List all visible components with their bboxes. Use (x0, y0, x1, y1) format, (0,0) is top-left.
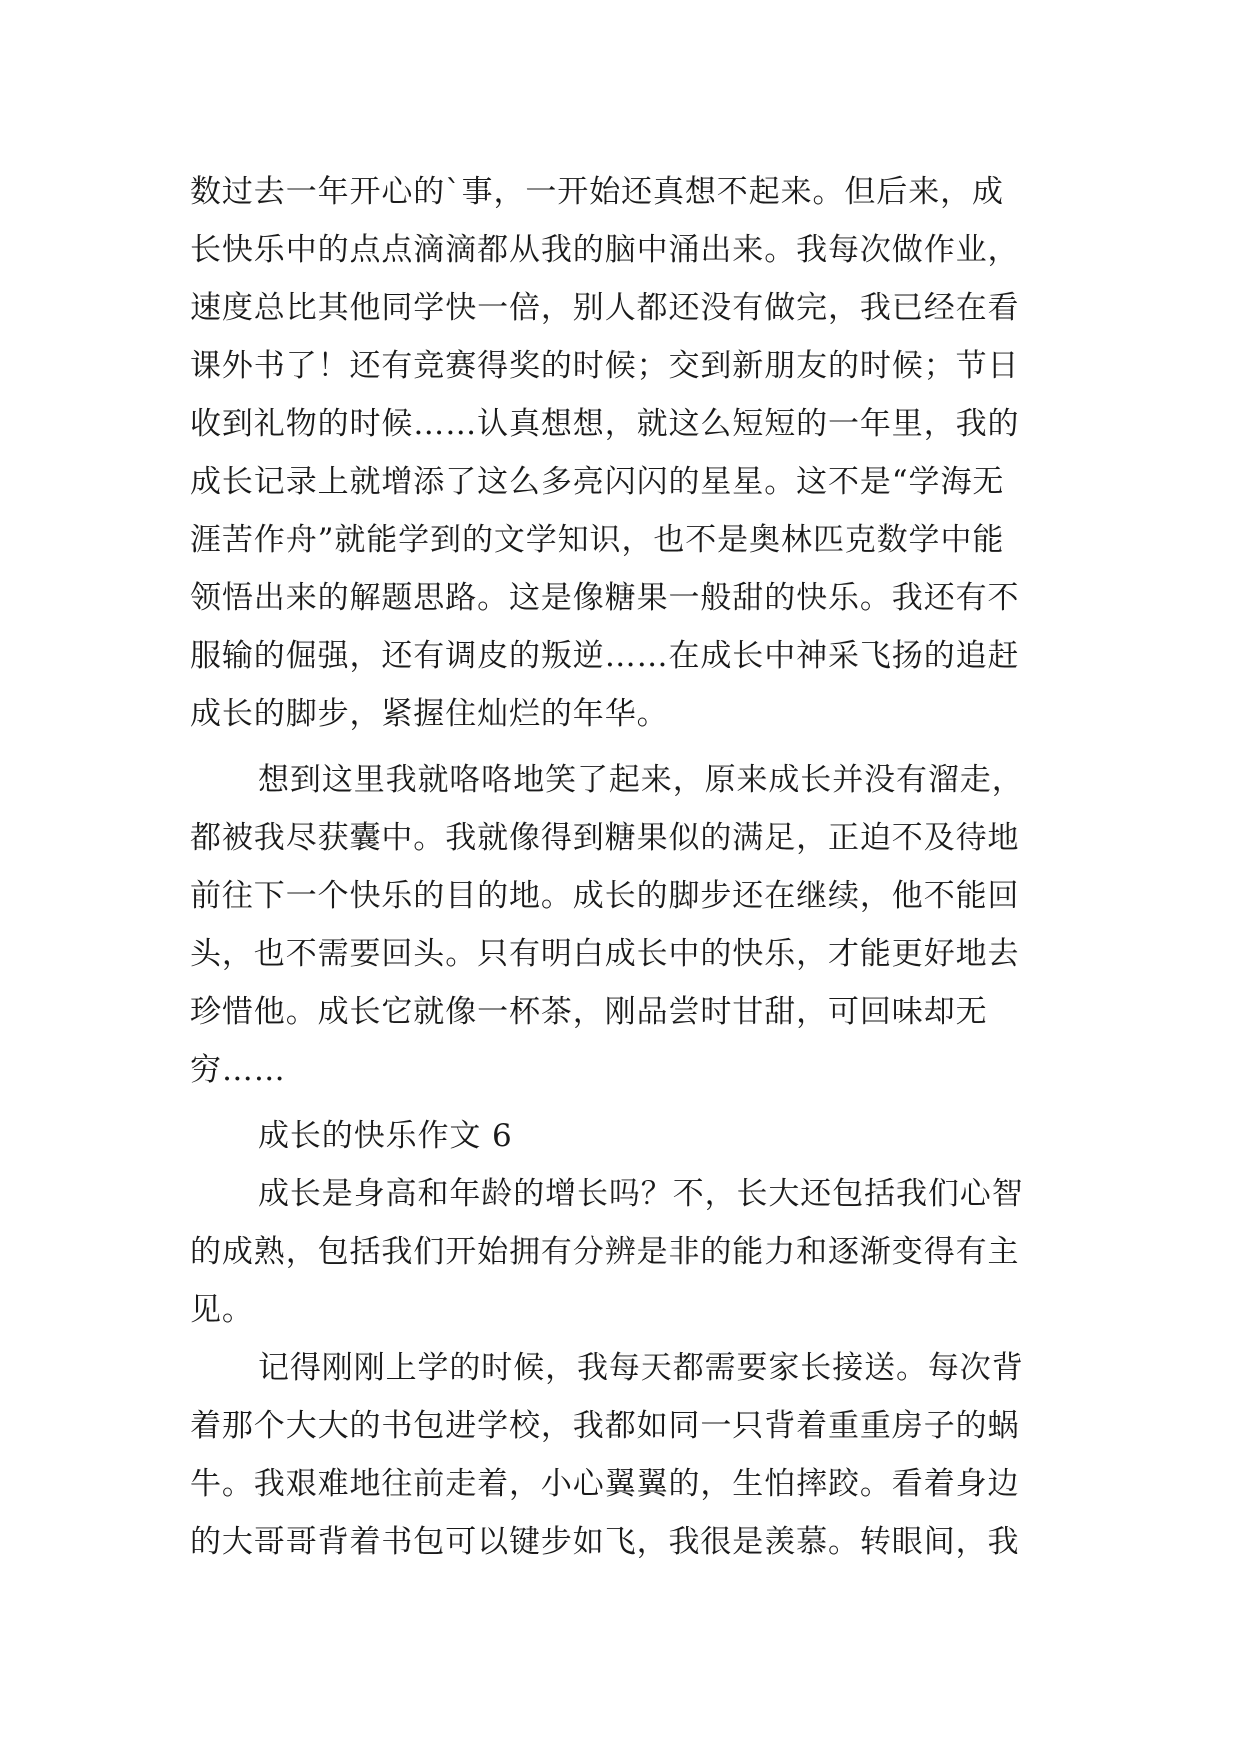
text-line: 成长的脚步，紧握住灿烂的年华。 (190, 696, 669, 732)
text-line: 前往下一个快乐的目的地。成长的脚步还在继续，他不能回 (190, 878, 1020, 914)
text-line: 着那个大大的书包进学校，我都如同一只背着重重房子的蜗 (190, 1408, 1020, 1444)
text-line: 牛。我艰难地往前走着，小心翼翼的，生怕摔跤。看着身边 (190, 1466, 1020, 1502)
text-line: 头，也不需要回头。只有明白成长中的快乐，才能更好地去 (190, 936, 1020, 972)
text-line: 速度总比其他同学快一倍，别人都还没有做完，我已经在看 (190, 290, 1020, 326)
text-line: 服输的倔强，还有调皮的叛逆……在成长中神采飞扬的追赶 (190, 638, 1020, 674)
text-line: 数过去一年开心的`事，一开始还真想不起来。但后来，成 (190, 174, 1004, 210)
text-line: 珍惜他。成长它就像一杯茶，刚品尝时甘甜，可回味却无 (190, 994, 988, 1030)
text-line: 课外书了！还有竞赛得奖的时候；交到新朋友的时候；节日 (190, 348, 1020, 384)
section-heading: 成长的快乐作文 6 (258, 1118, 513, 1154)
text-line: 的大哥哥背着书包可以键步如飞，我很是羡慕。转眼间，我 (190, 1524, 1020, 1560)
text-line: 涯苦作舟”就能学到的文学知识，也不是奥林匹克数学中能 (190, 522, 1005, 558)
paragraph-first-line: 记得刚刚上学的时候，我每天都需要家长接送。每次背 (258, 1350, 1024, 1386)
paragraph-first-line: 想到这里我就咯咯地笑了起来，原来成长并没有溜走， (258, 762, 1024, 798)
text-line: 的成熟，包括我们开始拥有分辨是非的能力和逐渐变得有主 (190, 1234, 1020, 1270)
paragraph-first-line: 成长是身高和年龄的增长吗？不，长大还包括我们心智 (258, 1176, 1024, 1212)
text-line: 都被我尽获囊中。我就像得到糖果似的满足，正迫不及待地 (190, 820, 1020, 856)
text-line: 成长记录上就增添了这么多亮闪闪的星星。这不是“学海无 (190, 464, 1005, 500)
text-line: 领悟出来的解题思路。这是像糖果一般甜的快乐。我还有不 (190, 580, 1020, 616)
text-line: 见。 (190, 1292, 254, 1328)
text-line: 长快乐中的点点滴滴都从我的脑中涌出来。我每次做作业， (190, 232, 1020, 268)
text-line: 收到礼物的时候……认真想想，就这么短短的一年里，我的 (190, 406, 1020, 442)
text-line: 穷…… (190, 1052, 286, 1088)
